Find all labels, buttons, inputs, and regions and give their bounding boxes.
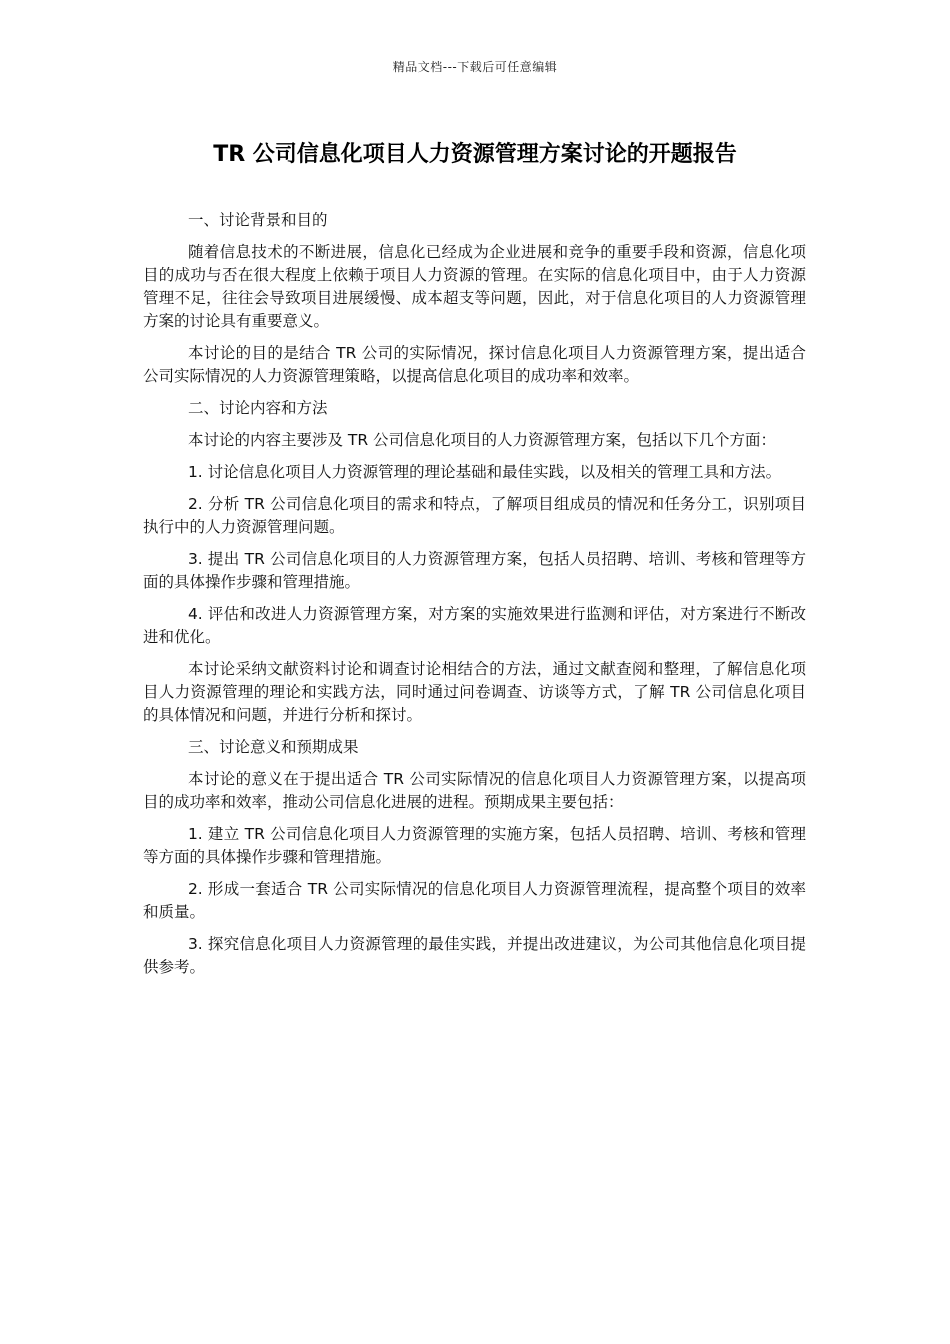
list-item: 2. 分析 TR 公司信息化项目的需求和特点，了解项目组成员的情况和任务分工，识别项目执行中的人力资源管理问题。 [143, 495, 806, 536]
list-item: 1. 讨论信息化项目人力资源管理的理论基础和最佳实践，以及相关的管理工具和方法。 [187, 463, 782, 481]
list-item: 3. 探究信息化项目人力资源管理的最佳实践，并提出改进建议，为公司其他信息化项目提供参考。 [143, 935, 806, 976]
paragraph: 本讨论的意义在于提出适合 TR 公司实际情况的信息化项目人力资源管理方案，以提高项目的成功率和效率，推动公司信息化进展的进程。预期成果主要包括： [143, 770, 806, 811]
list-item: 3. 提出 TR 公司信息化项目的人力资源管理方案，包括人员招聘、培训、考核和管理等方面的具体操作步骤和管理措施。 [143, 550, 806, 591]
list-item: 4. 评估和改进人力资源管理方案，对方案的实施效果进行监测和评估，对方案进行不断改进和优化。 [143, 605, 806, 646]
list-item: 2. 形成一套适合 TR 公司实际情况的信息化项目人力资源管理流程，提高整个项目的效率和质量。 [143, 880, 806, 921]
paragraph: 本讨论的内容主要涉及 TR 公司信息化项目的人力资源管理方案，包括以下几个方面： [187, 431, 777, 449]
document-body [143, 209, 806, 988]
section-significance-outcomes [143, 736, 806, 979]
section-heading: 三、讨论意义和预期成果 [187, 738, 359, 756]
list-item: 1. 建立 TR 公司信息化项目人力资源管理的实施方案，包括人员招聘、培训、考核和管理等方面的具体操作步骤和管理措施。 [143, 825, 806, 866]
header-note: 精品文档---下载后可任意编辑 [392, 60, 558, 74]
paragraph: 随着信息技术的不断进展，信息化已经成为企业进展和竞争的重要手段和资源，信息化项目的成功与否在很大程度上依赖于项目人力资源的管理。在实际的信息化项目中，由于人力资源管理不足，往往会导致项目进展缓慢、成本超支等问题，因此，对于信息化项目的人力资源管理方案的讨论具有重要意义。 [143, 243, 806, 330]
section-background [143, 209, 806, 388]
paragraph: 本讨论的目的是结合 TR 公司的实际情况，探讨信息化项目人力资源管理方案，提出适合公司实际情况的人力资源管理策略，以提高信息化项目的成功率和效率。 [143, 344, 806, 385]
section-heading: 二、讨论内容和方法 [187, 399, 328, 417]
paragraph: 本讨论采纳文献资料讨论和调查讨论相结合的方法，通过文献查阅和整理，了解信息化项目人力资源管理的理论和实践方法，同时通过问卷调查、访谈等方式，了解 TR 公司信息化项目的具体情况和问题，并进行分析和探讨。 [143, 660, 806, 724]
document-title: TR 公司信息化项目人力资源管理方案讨论的开题报告 [213, 142, 737, 167]
section-heading: 一、讨论背景和目的 [187, 211, 328, 229]
section-content-methods [143, 397, 806, 727]
